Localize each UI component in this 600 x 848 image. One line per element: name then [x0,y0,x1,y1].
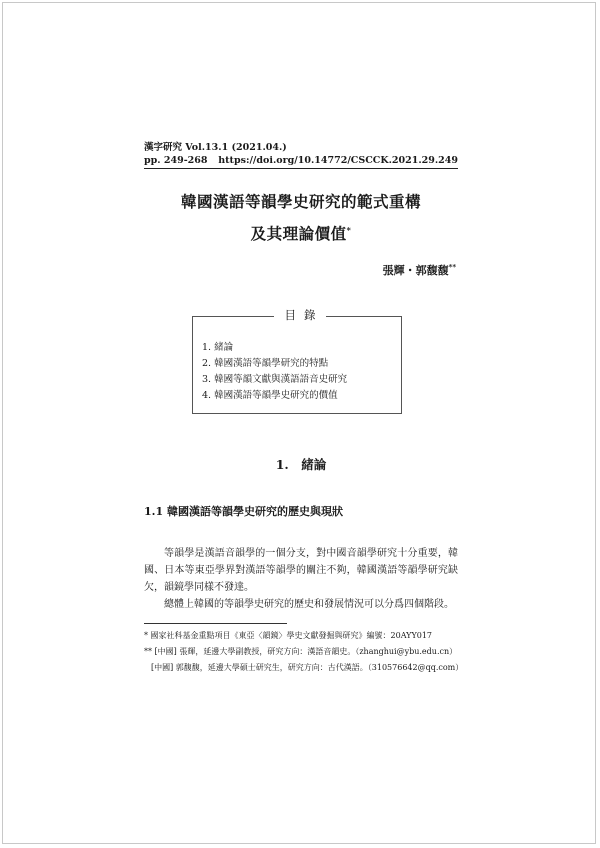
doi-link[interactable]: https://doi.org/10.14772/CSCCK.2021.29.249 [218,155,458,166]
footnote-rule [144,623,287,624]
page-border [2,2,596,844]
journal-header: 漢字研究 Vol.13.1 (2021.04.) [144,142,287,153]
header-rule [144,168,458,169]
title-footnote-mark: * [346,224,352,235]
footnote-author-2: [中國] 郭馥馥，延邊大學碩士研究生，研究方向：古代漢語。（310576642@qq.com） [151,663,464,672]
toc-item-introduction[interactable]: 1. 緒論 [202,342,234,353]
section-heading: 1. 緒論 [275,457,327,472]
paper-title-line-1: 韓國漢語等韻學史研究的範式重構 [180,192,421,211]
paragraph: 總體上韓國的等韻學史研究的歷史和發展情況可以分爲四個階段。 [164,599,454,610]
toc-item-value[interactable]: 4. 韓國漢語等韻學史研究的價值 [202,390,338,401]
toc-item-features[interactable]: 2. 韓國漢語等韻學研究的特點 [202,358,329,369]
author-line [383,262,456,278]
paper-title-line-2-text: 及其理論價值 [250,224,347,243]
body-text [144,545,458,613]
page-range: pp. 249-268 [144,155,208,166]
paper-title-line-2 [144,222,458,244]
footnote-author-1: ** [中國] 張輝，延邊大學副教授，研究方向：漢語音韻史。（zhanghui@ybu.edu.cn） [144,647,458,656]
toc-item-documents[interactable]: 3. 韓國等韻文獻與漢語語音史研究 [202,374,348,385]
toc-list [202,340,347,404]
author-names: 張輝・郭馥馥 [382,264,449,277]
subsection-heading: 1.1 韓國漢語等韻學史研究的歷史與現狀 [144,505,343,518]
footnote-funding: * 國家社科基金重點項目《東亞〈韻鏡〉學史文獻發掘與研究》編號：20AYY017 [144,631,433,640]
toc-heading: 目錄 [274,305,326,325]
paragraph: 等韻學是漢語音韻學的一個分支，對中國音韻學研究十分重要，韓國、日本等東亞學界對漢語等韻學的關注不夠，韓國漢語等韻學研究缺欠，韻鏡學同樣不發達。 [144,548,458,593]
author-footnote-mark: ** [448,262,456,272]
footnotes [144,628,474,676]
